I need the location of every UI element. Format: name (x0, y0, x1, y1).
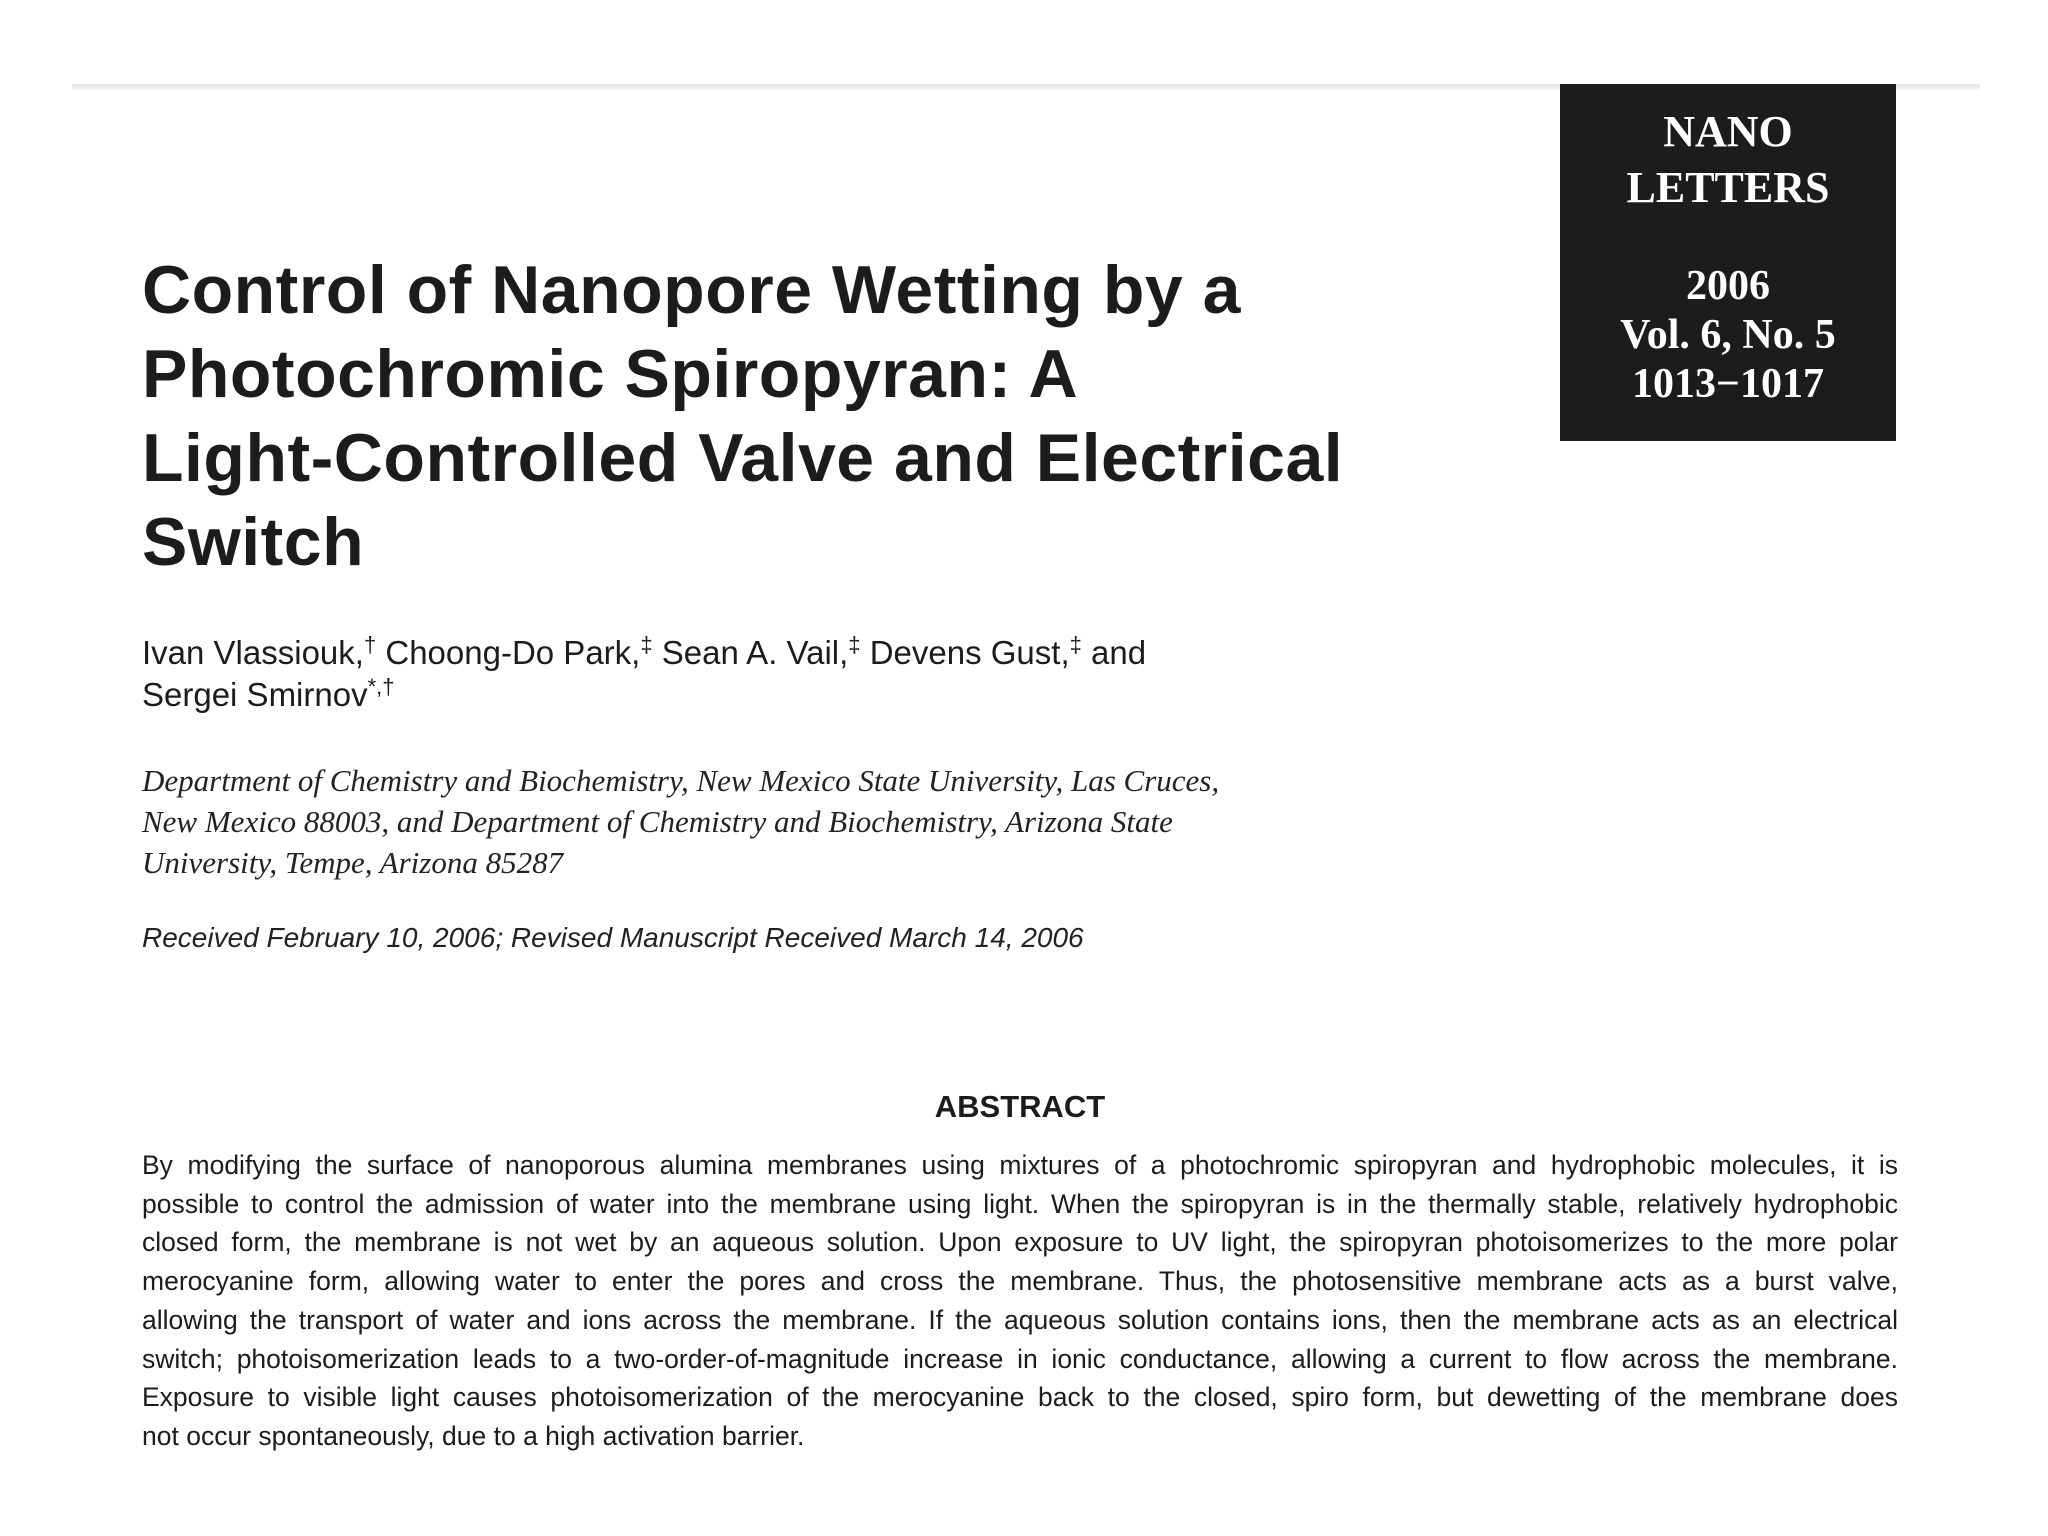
title-line: Light-Controlled Valve and Electrical (142, 420, 1344, 496)
affiliation-line: Department of Chemistry and Biochemistry, New Mexico State University, Las Cruces, (142, 763, 1220, 798)
journal-info-box (1560, 84, 1896, 441)
affiliation-line: New Mexico 88003, and Department of Chemistry and Biochemistry, Arizona State (142, 804, 1173, 839)
author-name: Devens Gust, (860, 634, 1070, 671)
title-line: Switch (142, 504, 365, 580)
author-name: Ivan Vlassiouk, (142, 634, 364, 671)
journal-pages: 1013−1017 (1632, 361, 1824, 407)
journal-year: 2006 (1686, 263, 1770, 309)
received-dates: Received February 10, 2006; Revised Manuscript Received March 14, 2006 (142, 922, 1084, 953)
journal-volume-issue: Vol. 6, No. 5 (1620, 312, 1836, 358)
journal-name (1560, 84, 1896, 216)
author-list (142, 632, 1442, 716)
abstract-heading: ABSTRACT (934, 1089, 1106, 1124)
affiliation-mark: † (363, 632, 377, 657)
journal-name-line2: LETTERS (1626, 163, 1830, 212)
author-conjunction: and (1081, 634, 1147, 671)
affiliation-mark: ‡ (1069, 632, 1082, 657)
abstract-line: closed form, the membrane is not wet by an aqueous solution. Upon exposure to UV light, the spiropyran photoisomerizes to the more polar (142, 1227, 1898, 1258)
title-line: Control of Nanopore Wetting by a (142, 252, 1241, 328)
affiliations (142, 760, 1442, 883)
author-name: Sergei Smirnov (142, 676, 368, 713)
abstract-line: possible to control the admission of water into the membrane using light. When the spiropyran is in the thermally stable, relatively hydrophobic (142, 1188, 1898, 1219)
paper-title (142, 248, 1382, 584)
abstract-line: By modifying the surface of nanoporous alumina membranes using mixtures of a photochromic spiropyran and hydrophobic molecules, it is (142, 1150, 1898, 1180)
abstract-line: not occur spontaneously, due to a high activation barrier. (142, 1420, 805, 1451)
abstract-line: Exposure to visible light causes photoisomerization of the merocyanine back to the closed, spiro form, but dewetting of the membrane does (142, 1382, 1898, 1413)
affiliation-line: University, Tempe, Arizona 85287 (142, 845, 564, 880)
journal-citation (1560, 262, 1896, 409)
abstract-text (142, 1146, 1898, 1456)
abstract-line: merocyanine form, allowing water to enter the pores and cross the membrane. Thus, the photosensitive membrane acts as a burst valve, (142, 1266, 1898, 1297)
title-line: Photochromic Spiropyran: A (142, 336, 1079, 412)
author-name: Choong-Do Park, (376, 634, 641, 671)
abstract-line: switch; photoisomerization leads to a two-order-of-magnitude increase in ionic conductance, allowing a current to flow across the membrane. (142, 1343, 1898, 1374)
journal-name-line1: NANO (1663, 107, 1793, 156)
author-name: Sean A. Vail, (652, 634, 849, 671)
affiliation-mark: *,† (367, 674, 395, 699)
affiliation-mark: ‡ (848, 632, 861, 657)
abstract-line: allowing the transport of water and ions across the membrane. If the aqueous solution contains ions, then the membrane acts as an electrical (142, 1304, 1898, 1335)
affiliation-mark: ‡ (640, 632, 653, 657)
